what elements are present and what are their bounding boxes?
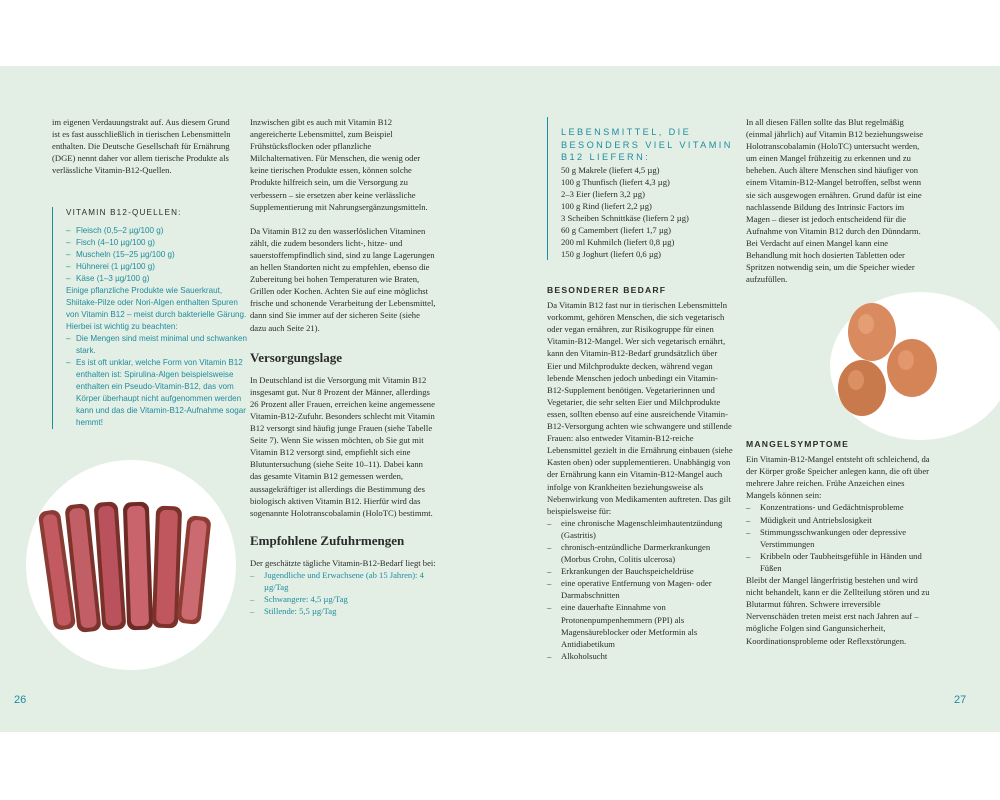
intro-paragraph: im eigenen Verdauungstrakt auf. Aus diesem Grund ist es fast ausschließlich in tierischen Lebensmitteln enthalten. Die Deutsche Gesellschaft für Ernährung (DGE) nennt daher vor allem tierische Produkte als verlässliche Vitamin-B12-Quellen. (52, 117, 231, 176)
list-item: – Fleisch (0,5–2 µg/100 g) (66, 225, 248, 237)
paragraph: Der geschätzte tägliche Vitamin-B12-Bedarf liegt bei: (250, 557, 436, 568)
list-item: – Muscheln (15–25 µg/100 g) (66, 249, 248, 261)
column-4-top (746, 116, 930, 285)
list-item: – eine dauerhafte Einnahme von Protonenpumpenhemmern (PPI) als Magensäureblocker oder Metformin als Antidiabetikum (547, 601, 733, 649)
paragraph: Ein Vitamin-B12-Mangel entsteht oft schleichend, da der Körper große Speicher anlegen kann, die oft über mehrere Jahre reichen. Frühe Anzeichen eines Mangels können sein: (746, 454, 930, 501)
column-1 (52, 116, 234, 176)
rich-foods-box (547, 117, 741, 260)
list-item: – Alkoholsucht (547, 650, 733, 662)
page-number-right: 27 (954, 694, 967, 706)
list-item: – Müdigkeit und Antriebslosigkeit (746, 514, 930, 526)
list-item: – Erkrankungen der Bauchspeicheldrüse (547, 565, 733, 577)
paragraph: Inzwischen gibt es auch mit Vitamin B12 angereicherte Lebensmittel, zum Beispiel Frühstücksflocken oder pflanzliche Milchalternativen. Für Menschen, die wenig oder keine tierischen Produkte essen, können solche Produkte hilfreich sein, um die Versorgung zu verbessern – sie ersetzen aber keine verlässliche Supplementierung mit Nahrungsergänzungsmitteln. (250, 117, 428, 212)
box-note: Einige pflanzliche Produkte wie Sauerkraut, Shiitake-Pilze oder Nori-Algen enthalten Spuren von Vitamin B12 – meist durch bakterielle Gärung. Hierbei ist wichtig zu beachten: (66, 286, 247, 331)
sources-list (66, 225, 248, 285)
list-item: – Schwangere: 4,5 µg/Tag (250, 593, 436, 605)
section-heading: BESONDERER BEDARF (547, 285, 667, 295)
page-number-left: 26 (14, 694, 27, 706)
box-title: LEBENSMITTEL, DIE BESONDERS VIEL VITAMIN B12 LIEFERN: (561, 127, 733, 162)
list-item: – Käse (1–3 µg/100 g) (66, 273, 248, 285)
list-item: – Stillende: 5,5 µg/Tag (250, 605, 436, 617)
list-item: 2–3 Eier (liefern 3,2 µg) (561, 188, 645, 199)
steak-plate-image (26, 460, 236, 670)
vitamin-sources-box (52, 207, 248, 429)
conditions-list (547, 517, 733, 662)
section-heading: Empfohlene Zufuhrmengen (250, 532, 405, 548)
list-item: – Kribbeln oder Taubheitsgefühle in Händen und Füßen (746, 550, 930, 574)
requirement-list (250, 569, 436, 617)
paragraph: In Deutschland ist die Versorgung mit Vitamin B12 insgesamt gut. Nur 8 Prozent der Männer, allerdings 26 Prozent aller Frauen, erreichen keine angemessene Vitamin-B12-Zufuhr. Besonders schlecht mit Vitamin B12 versorgt sind häufig junge Frauen (siehe Tabelle Seite 7). Wenn Sie wissen möchten, ob Sie gut mit Vitamin B12 versorgt sind, empfiehlt sich eine Blutuntersuchung (siehe Seite 10–11). Dabei kann das gesamte Vitamin B12 gemessen werden, aussagekräftiger ist allerdings die Bestimmung des biologisch aktiven Vitamin B12. Hierfür wird das sogenannte Holotranscobalamin (HoloTC) bestimmt. (250, 374, 435, 518)
section-heading: MANGELSYMPTOME (746, 439, 850, 449)
list-item: – Konzentrations- und Gedächtnisprobleme (746, 501, 930, 513)
list-item: – Hühnerei (1 µg/100 g) (66, 261, 248, 273)
list-item: – Die Mengen sind meist minimal und schwanken stark. (66, 333, 248, 357)
list-item: – chronisch-entzündliche Darmerkrankungen (Morbus Crohn, Colitis ulcerosa) (547, 541, 733, 565)
symptoms-list (746, 501, 930, 574)
list-item: – Stimmungsschwankungen oder depressive Verstimmungen (746, 526, 930, 550)
paragraph: Da Vitamin B12 fast nur in tierischen Lebensmitteln vorkommt, gehören Menschen, die sich vegetarisch oder vegan ernähren, zur Risikogruppe für einen Vitamin-B12-Mangel. Wer sich vegetarisch ernährt, kann den Vitamin-B12-Bedarf grundsätzlich über Eier und Milchprodukte decken, während vegan lebende Menschen jedoch unbedingt ein Vitamin-B12-Supplement benötigen. Vegetarierinnen und Vegetarier, die sehr selten Eier und Milchprodukte essen, sollten ebenso auf eine ausreichende Vitamin-B12-Versorgung achten wie schwangere und stillende Frauen: also entweder Vitamin-B12-reiche Lebensmittel gezielt in die Ernährung einbauen (siehe Kasten oben) oder supplementieren. Unabhängig von der Ernährung kann ein Vitamin-B12-Mangel auch infolge von Krankheiten beziehungsweise als Nebenwirkung von Medikamenten auftreten. Das gilt beispielsweise für: (547, 300, 733, 516)
notes-list (66, 333, 248, 429)
list-item: – eine chronische Magenschleimhautentzündung (Gastritis) (547, 517, 733, 541)
list-item: 150 g Joghurt (liefert 0,6 µg) (561, 249, 661, 260)
eggs-icon (830, 292, 1000, 440)
column-3 (547, 284, 733, 662)
paragraph: Bleibt der Mangel längerfristig bestehen und wird nicht behandelt, kann er die Zellteilung stören und zu Blutarmut führen. Schwere irreversible Nervenschäden treten meist erst nach Jahren auf – mögliche Folgen sind Gangunsicherheit, Koordinationsprobleme oder Reflexstörungen. (746, 575, 930, 646)
list-item: 60 g Camembert (liefert 1,7 µg) (561, 224, 671, 235)
list-item: 200 ml Kuhmilch (liefert 0,8 µg) (561, 237, 675, 248)
list-item: – eine operative Entfernung von Magen- oder Darmabschnitten (547, 577, 733, 601)
list-item: – Fisch (4–10 µg/100 g) (66, 237, 248, 249)
list-item: – Jugendliche und Erwachsene (ab 15 Jahren): 4 µg/Tag (250, 569, 436, 593)
column-2 (250, 116, 436, 617)
box-title: VITAMIN B12-QUELLEN: (66, 208, 182, 217)
list-item: – Es ist oft unklar, welche Form von Vitamin B12 enthalten ist: Spirulina-Algen beispielsweise enthalten ein Pseudo-Vitamin-B12, das vom Körper überhaupt nicht aufgenommen werden kann und das die Vitamin-B12-Aufnahme sogar hemmt! (66, 357, 248, 429)
list-item: 3 Scheiben Schnittkäse (liefern 2 µg) (561, 212, 689, 223)
paragraph: In all diesen Fällen sollte das Blut regelmäßig (einmal jährlich) auf Vitamin B12 beziehungsweise Holotranscobalamin (HoloTC) untersucht werden, um einen Mangel frühzeitig zu erkennen und zu beheben. Auch ältere Menschen sind häufiger von einem Vitamin-B12-Mangel betroffen, selbst wenn sie sich ausgewogen ernähren. Grund dafür ist eine nachlassende Bildung des Intrinsic Factors im Magen – dieser ist jedoch entscheidend für die Aufnahme von Vitamin B12 durch den Dünndarm. Bei Verdacht auf einen Mangel kann eine Behandlung mit hoch dosierten Tabletten oder Spritzen notwendig sein, um die Speicher wieder aufzufüllen. (746, 117, 924, 285)
list-item: 50 g Makrele (liefert 4,5 µg) (561, 164, 660, 175)
eggs-plate-image (830, 292, 1000, 440)
section-heading: Versorgungslage (250, 349, 342, 365)
foods-list (561, 164, 741, 261)
paragraph: Da Vitamin B12 zu den wasserlöslichen Vitaminen zählt, die zudem besonders licht-, hitze- und sauerstoffempfindlich sind, sind zu lange Lagerungen an hellen Standorten nicht zu empfehlen, ebenso die Zubereitung bei hohen Temperaturen wie Braten, Grillen oder Kochen. Achten Sie auf eine möglichst frische und schonende Verarbeitung der Lebensmittel, dann sind Sie immer auf der sicheren Seite (siehe dazu auch Seite 21). (250, 225, 436, 333)
steak-slices-icon (26, 460, 236, 670)
list-item: 100 g Rind (liefert 2,2 µg) (561, 200, 652, 211)
list-item: 100 g Thunfisch (liefert 4,3 µg) (561, 176, 670, 187)
column-4-bottom (746, 438, 930, 647)
